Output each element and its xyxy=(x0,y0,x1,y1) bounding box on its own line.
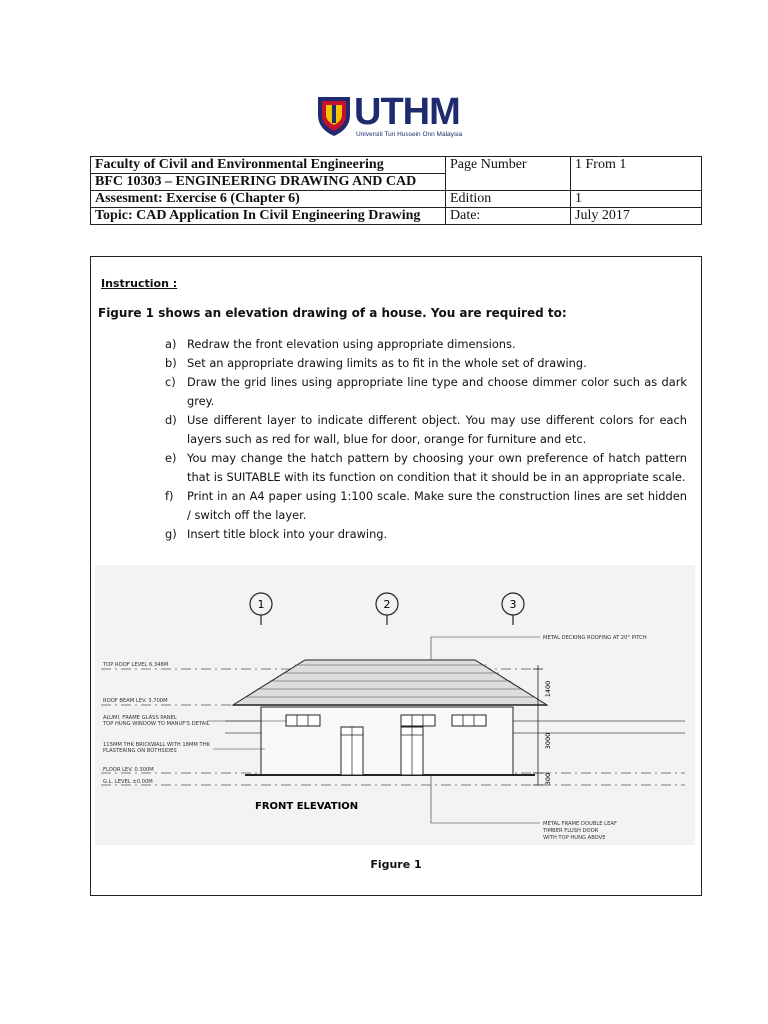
list-item xyxy=(165,373,687,411)
instruction-list xyxy=(165,335,687,544)
list-item xyxy=(165,487,687,525)
uthm-logo xyxy=(316,93,476,143)
annotation-label: METAL DECKING ROOFING AT 20° PITCH xyxy=(543,635,647,641)
annotation-label: 115MM THK BRICKWALL WITH 18MM THK xyxy=(103,742,211,748)
table-cell: 1 xyxy=(571,191,702,208)
table-cell: Page Number xyxy=(446,157,571,191)
list-item xyxy=(165,449,687,487)
table-cell: Assesment: Exercise 6 (Chapter 6) xyxy=(91,191,446,208)
level-label: G.L. LEVEL ±0.00M xyxy=(103,779,153,785)
annotation-label: PLASTERING ON BOTHSIDES xyxy=(103,748,177,754)
dimension-label: 3000 xyxy=(544,732,552,750)
list-key: c) xyxy=(165,375,176,389)
front-elevation-drawing xyxy=(95,565,695,845)
level-label: ROOF BEAM LEV. 3.700M xyxy=(103,698,168,704)
list-item xyxy=(165,525,687,544)
logo-subtitle: Universiti Tun Hussein Onn Malaysia xyxy=(356,131,463,138)
table-row xyxy=(91,157,702,174)
table-row xyxy=(91,191,702,208)
annotation-label: METAL FRAME DOUBLE LEAF xyxy=(543,821,617,827)
list-text: You may change the hatch pattern by choosing your own preference of hatch pattern that is SUITABLE with its function on condition that it should be in an appropriate scale. xyxy=(187,451,687,484)
figure-caption: Figure 1 xyxy=(370,858,422,871)
grid-label-2: 2 xyxy=(383,598,391,611)
table-cell: Topic: CAD Application In Civil Engineering Drawing xyxy=(91,208,446,225)
list-text: Redraw the front elevation using appropriate dimensions. xyxy=(187,337,516,351)
list-text: Set an appropriate drawing limits as to fit in the whole set of drawing. xyxy=(187,356,587,370)
list-key: d) xyxy=(165,413,177,427)
logo-wordmark: UTHM xyxy=(354,91,460,133)
instruction-title: Instruction : xyxy=(101,277,178,290)
level-label: TOP ROOF LEVEL 6.348M xyxy=(103,662,169,668)
list-key: a) xyxy=(165,337,177,351)
table-cell: Edition xyxy=(446,191,571,208)
dimension-label: 300 xyxy=(544,772,552,786)
table-cell: Date: xyxy=(446,208,571,225)
list-text: Use different layer to indicate different object. You may use different colors for each layers such as red for wall, blue for door, orange for furniture and etc. xyxy=(187,413,687,446)
annotation-label: WITH TOP HUNG ABOVE xyxy=(543,835,606,841)
table-cell: July 2017 xyxy=(571,208,702,225)
list-key: b) xyxy=(165,356,177,370)
instruction-lead: Figure 1 shows an elevation drawing of a house. You are required to: xyxy=(98,306,567,320)
list-key: g) xyxy=(165,527,177,541)
annotation-label: ALUMI. FRAME GLASS PANEL xyxy=(103,715,177,721)
grid-label-3: 3 xyxy=(509,598,517,611)
list-text: Print in an A4 paper using 1:100 scale. Make sure the construction lines are set hidden / switch off the layer. xyxy=(187,489,687,522)
elevation-title: FRONT ELEVATION xyxy=(255,801,359,812)
list-item xyxy=(165,354,687,373)
annotation-label: TOP HUNG WINDOW TO MANUF'S DETAIL xyxy=(103,721,210,727)
table-cell: BFC 10303 – ENGINEERING DRAWING AND CAD xyxy=(91,174,446,191)
table-row xyxy=(91,208,702,225)
list-text: Insert title block into your drawing. xyxy=(187,527,388,541)
table-cell: Faculty of Civil and Environmental Engineering xyxy=(91,157,446,174)
list-item xyxy=(165,335,687,354)
dimension-label: 1400 xyxy=(544,680,552,698)
list-item xyxy=(165,411,687,449)
list-key: f) xyxy=(165,489,174,503)
crest-icon xyxy=(316,93,352,137)
grid-label-1: 1 xyxy=(257,598,265,611)
header-table xyxy=(90,156,702,225)
list-key: e) xyxy=(165,451,177,465)
list-text: Draw the grid lines using appropriate line type and choose dimmer color such as dark grey. xyxy=(187,375,687,408)
level-label: FLOOR LEV. 0.300M xyxy=(103,767,154,773)
instruction-box xyxy=(90,256,702,896)
table-cell: 1 From 1 xyxy=(571,157,702,191)
annotation-label: TIMBER FLUSH DOOR xyxy=(543,828,599,834)
